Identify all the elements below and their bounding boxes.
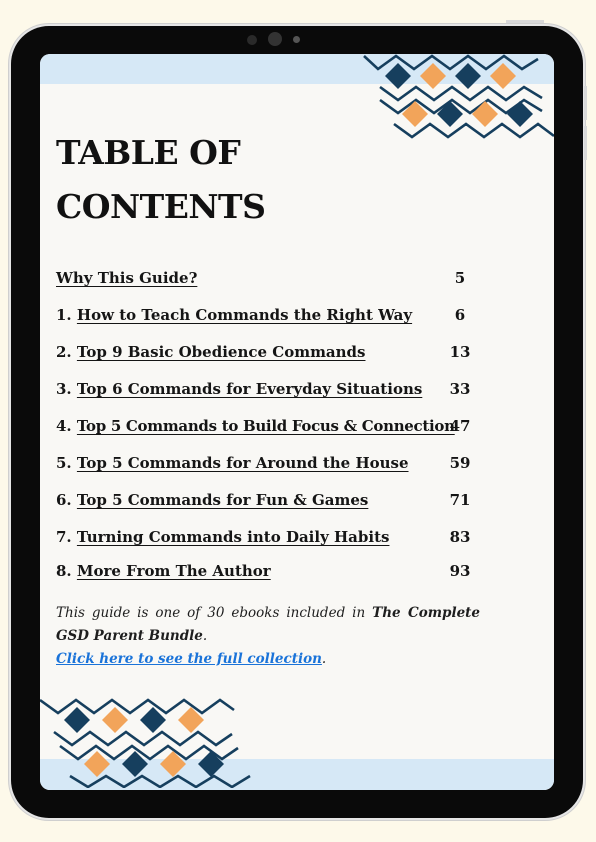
toc-page-number: 6 [454, 306, 466, 324]
top-right-diamond-pattern [358, 54, 554, 140]
toc-number: 6. [56, 491, 72, 509]
sensor-icon [293, 36, 300, 43]
front-camera-icon [268, 32, 282, 46]
toc-page-number: 93 [449, 562, 471, 580]
toc-number: 7. [56, 528, 72, 546]
toc-row [56, 380, 480, 404]
toc-row [56, 454, 480, 478]
bundle-name: The Complete GSD Parent Bundle [56, 605, 480, 644]
toc-link-chapter-4[interactable]: Top 5 Commands to Build Focus & Connection [76, 417, 455, 435]
toc-number: 2. [56, 343, 72, 361]
toc-link-chapter-3[interactable]: Top 6 Commands for Everyday Situations [76, 380, 423, 398]
toc-row [56, 269, 480, 293]
toc-link-chapter-5[interactable]: Top 5 Commands for Around the House [76, 454, 409, 472]
toc-link-why-this-guide[interactable]: Why This Guide? [56, 269, 198, 287]
toc-link-chapter-2[interactable]: Top 9 Basic Obedience Commands [76, 343, 366, 361]
toc-number: 4. [56, 417, 72, 435]
toc-link-chapter-6[interactable]: Top 5 Commands for Fun & Games [76, 491, 369, 509]
toc-row [56, 491, 480, 515]
toc-page-number: 47 [449, 417, 471, 435]
toc-link-chapter-7[interactable]: Turning Commands into Daily Habits [76, 528, 390, 546]
toc-page-number: 83 [449, 528, 471, 546]
ebook-page [40, 54, 554, 790]
toc-row [56, 417, 480, 441]
toc-page-number: 33 [449, 380, 471, 398]
page-title: TABLE OF CONTENTS [56, 133, 266, 226]
note-text: This guide is one of 30 ebooks included in [56, 605, 373, 621]
toc-number: 1. [56, 306, 72, 324]
toc-number: 5. [56, 454, 72, 472]
toc-page-number: 13 [449, 343, 471, 361]
toc-row [56, 562, 480, 586]
toc-row [56, 306, 480, 330]
toc-number: 3. [56, 380, 72, 398]
toc-row [56, 528, 480, 552]
bottom-left-diamond-pattern [40, 694, 254, 788]
toc-row [56, 343, 480, 367]
toc-page-number: 5 [454, 269, 466, 287]
toc-number: 8. [56, 562, 72, 580]
toc-page-number: 59 [449, 454, 471, 472]
toc-link-chapter-1[interactable]: How to Teach Commands the Right Way [76, 306, 413, 324]
volume-button [584, 86, 587, 120]
volume-button [584, 126, 587, 160]
power-button [506, 20, 544, 23]
bundle-note [56, 602, 480, 671]
note-punctuation: . [202, 628, 208, 644]
front-camera-icon [247, 35, 257, 45]
link-punctuation: . [321, 651, 327, 667]
toc-link-chapter-8[interactable]: More From The Author [76, 562, 271, 580]
toc-page-number: 71 [449, 491, 471, 509]
full-collection-link[interactable]: Click here to see the full collection [56, 651, 322, 667]
